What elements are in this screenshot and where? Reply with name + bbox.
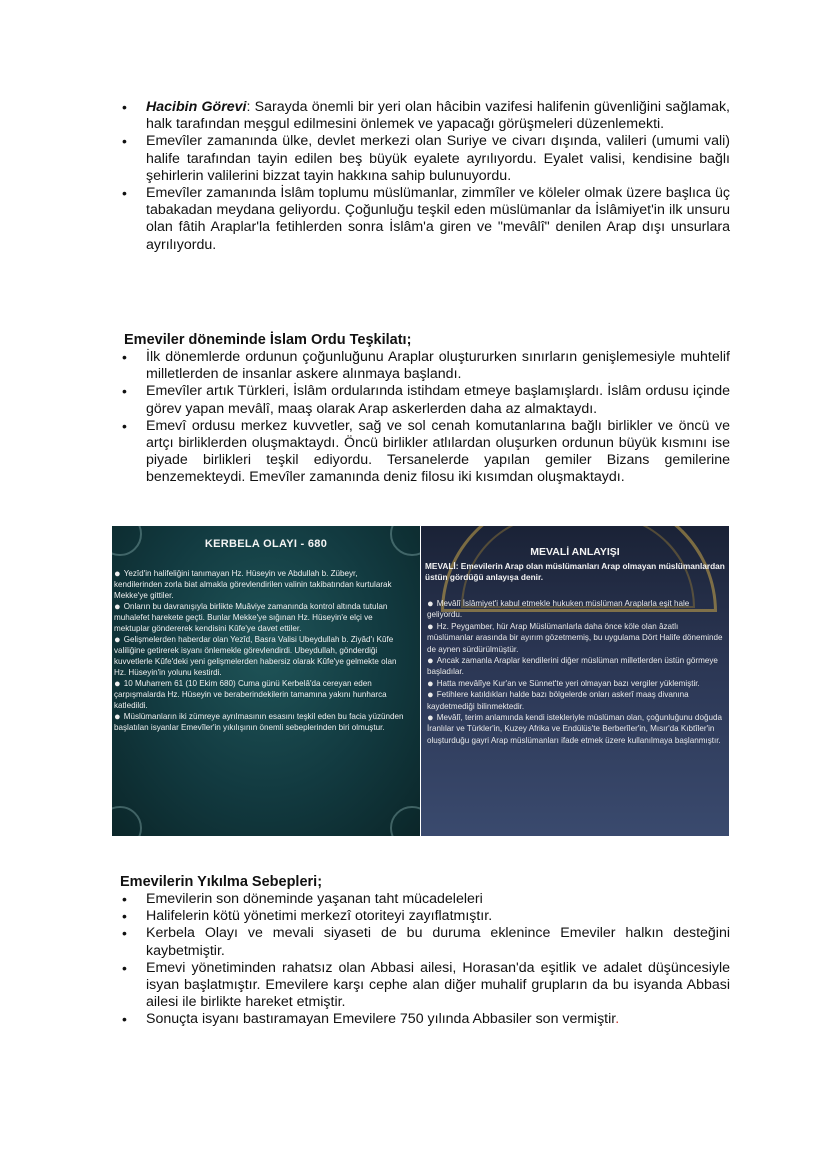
list-item: • İlk dönemlerde ordunun çoğunluğunu Araplar oluştururken sınırların genişlemesiyle muhtelif milletlerden de insanlar askere alınmaya başlandı. <box>120 349 730 383</box>
mevali-paragraph <box>427 598 723 621</box>
bullet-dot-icon: ● <box>114 711 124 723</box>
kerbela-paragraph <box>114 601 406 634</box>
infographic-banner <box>112 526 729 836</box>
paragraph-text: Mevâlî İslâmiyet'i kabul etmekle hukuken müslüman Araplarla eşit hale geliyordu. <box>427 599 690 620</box>
list-item: • Emevilerin son döneminde yaşanan taht mücadeleleri <box>120 891 730 908</box>
kerbela-body <box>114 568 406 733</box>
paragraph-text: Müslümanların iki zümreye ayrılmasının esasını teşkil eden bu facia yüzünden başlatılan isyanlar Emevîler'in yıkılışının önemli sebeplerinden biri olmuştur. <box>114 712 404 732</box>
ornament-icon <box>112 806 142 836</box>
list-item <box>120 99 730 133</box>
collapse-reasons-section <box>120 873 730 1029</box>
bullet-dot-icon: ● <box>427 598 437 610</box>
army-organization-section <box>120 331 730 487</box>
list-item: • Emevîler zamanında ülke, devlet merkezi olan Suriye ve civarı dışında, valileri (umumi vali) halife tarafından tayin edilen beş büyük eyalete ayrılıyordu. Eyalet valisi, kendisine bağlı şehirlerin valilerini bizzat tayin hakkına sahip bulunuyordu. <box>120 133 730 185</box>
list-item: • Emevîler artık Türkleri, İslâm ordularında istihdam etmeye başlamışlardı. İslâm ordusu içinde görev yapan mevâlî, maaş olarak Arap askerlerden daha az almaktaydı. <box>120 383 730 417</box>
list-item: • Halifelerin kötü yönetimi merkezî otoriteyi zayıflatmıştır. <box>120 908 730 925</box>
kerbela-paragraph <box>114 711 406 733</box>
list-item-text: Sonuçta isyanı bastıramayan Emevilere 750 yılında Abbasiler son vermiştir <box>146 1011 616 1028</box>
mevali-paragraph <box>427 655 723 678</box>
kerbela-panel <box>112 526 420 836</box>
bullet-dot-icon: ● <box>427 712 437 725</box>
bullet-dot-icon: ● <box>427 677 437 690</box>
collapse-bullet-list <box>120 891 730 1029</box>
paragraph-text: 10 Muharrem 61 (10 Ekim 680) Cuma günü Kerbelâ'da cereyan eden çarpışmalarda Hz. Hüseyin ve beraberindekilerin tamamına yakını hunharca katledildi. <box>114 679 387 710</box>
bullet-dot-icon: ● <box>114 634 124 646</box>
paragraph-text: Mevâlî, terim anlamında kendi istekleriyle müslüman olan, çoğunluğunu doğuda İranlılar ve Türkler'in, Kuzey Afrika ve Endülüs'te Berberîler'in, Mısır'da Kıbtîler'in oluşturduğu gayri Arap müslümanları ifade etmek üzere kullanılmaya başlanmıştır. <box>427 713 722 745</box>
list-item-text: : Sarayda önemli bir yeri olan hâcibin vazifesi halifenin güvenliğini sağlamak, halk tarafından meşgul edilmesini önlemek ve yapacağı görüşmeleri düzenlemekti. <box>146 99 730 133</box>
mevali-paragraph <box>427 712 723 746</box>
kerbela-paragraph <box>114 678 406 711</box>
bullet-dot-icon: ● <box>427 655 437 668</box>
paragraph-text: Ancak zamanla Araplar kendilerini diğer müslüman milletlerden üstün görmeye başladılar. <box>427 656 718 677</box>
paragraph-text: Fetihlere katıldıkları halde bazı bölgelerde onları askerî maaş divanına kaydetmediği bilinmektedir. <box>427 690 689 711</box>
mevali-body <box>427 598 723 746</box>
bullet-dot-icon: ● <box>114 568 124 580</box>
kerbela-paragraph <box>114 568 406 601</box>
final-period: . <box>615 1011 620 1028</box>
paragraph-text: Yezîd'in halifeliğini tanımayan Hz. Hüseyin ve Abdullah b. Zübeyr, kendilerinden zorla biat almakla görevlendirilen valinin takibatından kurtularak Mekke'ye gittiler. <box>114 569 392 600</box>
ornament-icon <box>390 806 420 836</box>
kerbela-paragraph <box>114 634 406 678</box>
paragraph-text: Gelişmelerden haberdar olan Yezîd, Basra Valisi Ubeydullah b. Ziyâd'ı Kûfe valiliğine getirerek isyanı önlemekle görevlendirdi. Ubeydullah, gönderdiği kuvvetlerle Kûfe'deki yeni gelişmelerden habersiz olarak Kûfe'ye gelmekte olan Hz. Hüseyin'in yolunu kestirdi. <box>114 635 397 677</box>
intro-bullet-list <box>120 99 730 254</box>
section-heading: Emevilerin Yıkılma Sebepleri; <box>120 874 323 890</box>
intro-bullets-section <box>120 99 730 254</box>
army-bullet-list <box>120 349 730 487</box>
section-heading: Emeviler döneminde İslam Ordu Teşkilatı; <box>124 332 412 348</box>
bullet-dot-icon: ● <box>427 689 437 702</box>
hacib-term: Hacibin Görevi <box>146 99 247 115</box>
mevali-definition: MEVALİ: Emevilerin Arap olan müslümanları Arap olmayan müslümanlardan üstün gördüğü anlayışa denir. <box>425 561 725 582</box>
mevali-paragraph <box>427 678 723 689</box>
list-item: • Emevîler zamanında İslâm toplumu müslümanlar, zimmîler ve köleler olmak üzere başlıca üç tabakadan meydana geliyordu. Çoğunluğu teşkil eden müslümanlar da İslâmiyet'in ilk unsuru olan fâtih Araplar'la fetihlerden sonra İslâm'a giren ve "mevâlî" denilen Arap dışı unsurlara ayrılıyordu. <box>120 185 730 254</box>
paragraph-text: Hz. Peygamber, hür Arap Müslümanlarla daha önce köle olan âzatlı müslümanlar arasında bir ayırım gözetmemiş, bu uygulama Dört Halife döneminde de aynen sürdürülmüştür. <box>427 621 723 654</box>
bullet-dot-icon: ● <box>427 620 437 633</box>
mevali-panel <box>421 526 729 836</box>
list-item: • Emevi yönetiminden rahatsız olan Abbasi ailesi, Horasan'da eşitlik ve adalet düşüncesiyle isyan başlatmıştır. Emevilere karşı cephe alan diğer muhalif grupların da bu isyanda Abbasi ailesi ile birlikte hareket etmiştir. <box>120 960 730 1012</box>
paragraph-text: Onların bu davranışıyla birlikte Muâviye zamanında kontrol altında tutulan muhalefet harekete geçti. Bunlar Mekke'ye sığınan Hz. Hüseyin'e elçi ve mektuplar göndererek kendisini Kûfe'ye davet ettiler. <box>114 602 388 633</box>
list-item: • Kerbela Olayı ve mevali siyaseti de bu duruma eklenince Emeviler halkın desteğini kaybetmiştir. <box>120 925 730 959</box>
mevali-title: MEVALİ ANLAYIŞI <box>530 546 620 558</box>
paragraph-text: Hatta mevâlîye Kur'an ve Sünnet'te yeri olmayan bazı vergiler yüklemiştir. <box>436 678 700 688</box>
kerbela-title: KERBELA OLAYI - 680 <box>204 538 328 550</box>
list-item <box>120 1011 730 1028</box>
bullet-dot-icon: ● <box>114 601 124 613</box>
bullet-dot-icon: ● <box>114 678 124 690</box>
mevali-paragraph <box>427 621 723 655</box>
mevali-paragraph <box>427 689 723 712</box>
list-item: • Emevî ordusu merkez kuvvetler, sağ ve sol cenah komutanlarına bağlı birlikler ve öncü ve artçı birliklerden oluşmaktaydı. Öncü birlikler atlılardan oluşurken ordunun büyük kısmını ise piyade birlikleri teşkil ediyordu. Tersanelerde yapılan gemiler Bizans gemilerine benzemekteydi. Emevîler zamanında deniz filosu iki kısımdan oluşmaktaydı. <box>120 418 730 487</box>
